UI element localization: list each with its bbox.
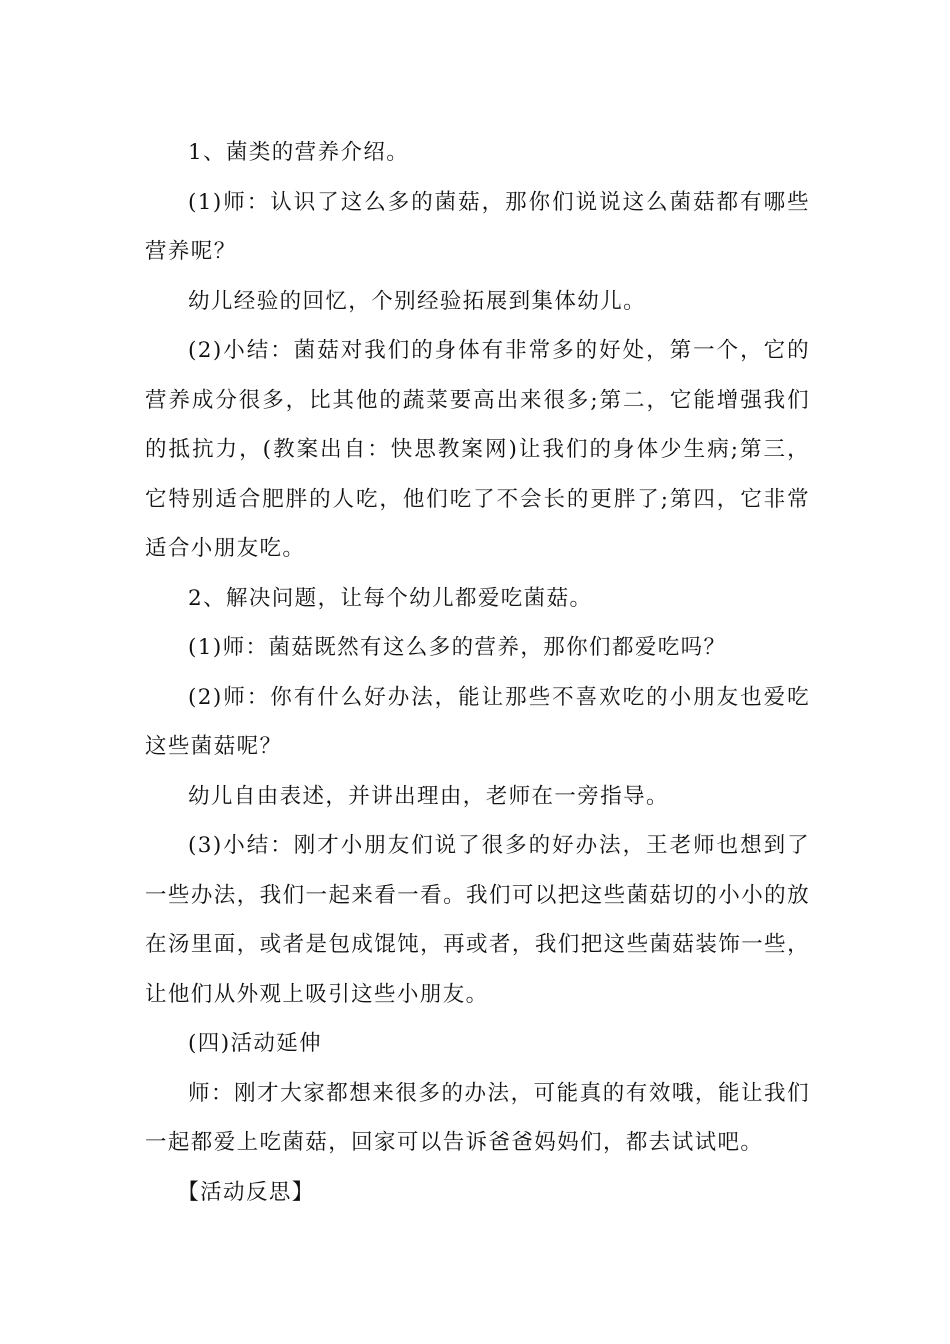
section-title-extension: (四)活动延伸: [188, 1031, 323, 1056]
teacher-closing-remark: 师：刚才大家都想来很多的办法，可能真的有效哦，能让我们一起都爱上吃菌菇，回家可以告诉爸爸妈妈们，都去试试吧。: [145, 1080, 810, 1155]
summary-methods: (3)小结：刚才小朋友们说了很多的好办法，王老师也想到了一些办法，我们一起来看一看。我们可以把这些菌菇切的小小的放在汤里面，或者是包成馄饨，再或者，我们把这些菌菇装饰一些，让他们从外观上吸引这些小朋友。: [145, 833, 810, 1007]
child-recall-note: 幼儿经验的回忆，个别经验拓展到集体幼儿。: [188, 288, 647, 314]
teacher-question-methods: (2)师：你有什么好办法，能让那些不喜欢吃的小朋友也爱吃这些菌菇呢？: [145, 684, 810, 759]
child-free-expression-note: 幼儿自由表述，并讲出理由，老师在一旁指导。: [188, 783, 669, 809]
section-heading-reflection: 【活动反思】: [177, 1179, 315, 1205]
section-title-nutrition: 1、菌类的营养介绍。: [188, 140, 410, 165]
teacher-question-like: (1)师：菌菇既然有这么多的营养，那你们都爱吃吗？: [188, 635, 727, 660]
summary-benefits: (2)小结：菌菇对我们的身体有非常多的好处，第一个，它的营养成分很多，比其他的蔬菜要高出来很多;第二，它能增强我们的抵抗力，(教案出自：快思教案网)让我们的身体少生病;第三，它特别适合肥胖的人吃，他们吃了不会长的更胖了;第四，它非常适合小朋友吃。: [145, 338, 810, 561]
section-title-solve-problem: 2、解决问题，让每个幼儿都爱吃菌菇。: [188, 585, 593, 611]
document-body: [145, 128, 810, 1217]
teacher-question-nutrition: (1)师：认识了这么多的菌菇，那你们说说这么菌菇都有哪些营养呢？: [145, 189, 810, 264]
